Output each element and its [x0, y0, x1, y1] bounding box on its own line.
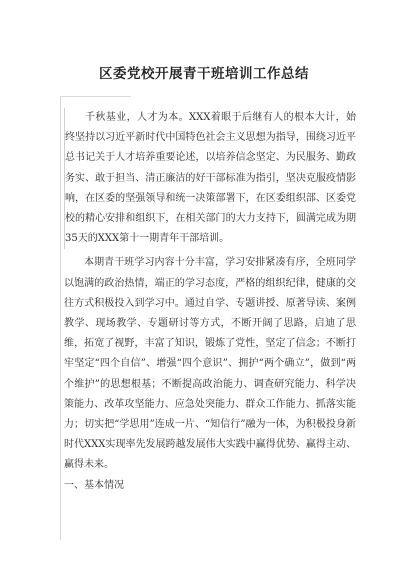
document-body — [64, 108, 356, 496]
frame-corner-line — [61, 96, 131, 97]
paragraph-intro: 千秋基业，人才为本。XXX着眼于后继有人的根本大计，始终坚持以习近平新时代中国特色社会主义思想为指导，围绕习近平总书记关于人才培养重要论述，以培养信念坚定、为民服务、勤政务实、敢于担当、清正廉洁的好干部标准为指引，坚决克服疫情影响，在区委的坚强领导和统一决策部署下，在区委组织部、区委党校的精心安排和组织下，在相关部门的大力支持下，圆满完成为期35天的XXX第十一期青年干部培训。 — [64, 108, 356, 249]
paragraph-content: 本期青干班学习内容十分丰富，学习安排紧凑有序，全班同学以饱满的政治热情，端正的学习态度，严格的组织纪律，健康的交往方式积极投入到学习中。通过自学、专题讲授、原著导读、案例教学、现场教学、专题研讨等方式，不断开阔了思路，启迪了思维，拓宽了视野，丰富了知识，锻炼了党性，坚定了信念；不断打牢坚定“四个自信”、增强“四个意识”、拥护“两个确立”，做到“两个维护”的思想根基；不断提高政治能力、调查研究能力、科学决策能力、改革攻坚能力、应急处突能力、群众工作能力、抓落实能力；切实把“学思用”连成一片、“知信行”融为一体，为积极投身新时代XXX实现率先发展跨越发展伟大实践中赢得优势、赢得主动、赢得未来。 — [64, 257, 356, 471]
document-title: 区委党校开展青干班培训工作总结 — [99, 66, 309, 82]
section-heading: 一、基本情况 — [64, 479, 124, 491]
